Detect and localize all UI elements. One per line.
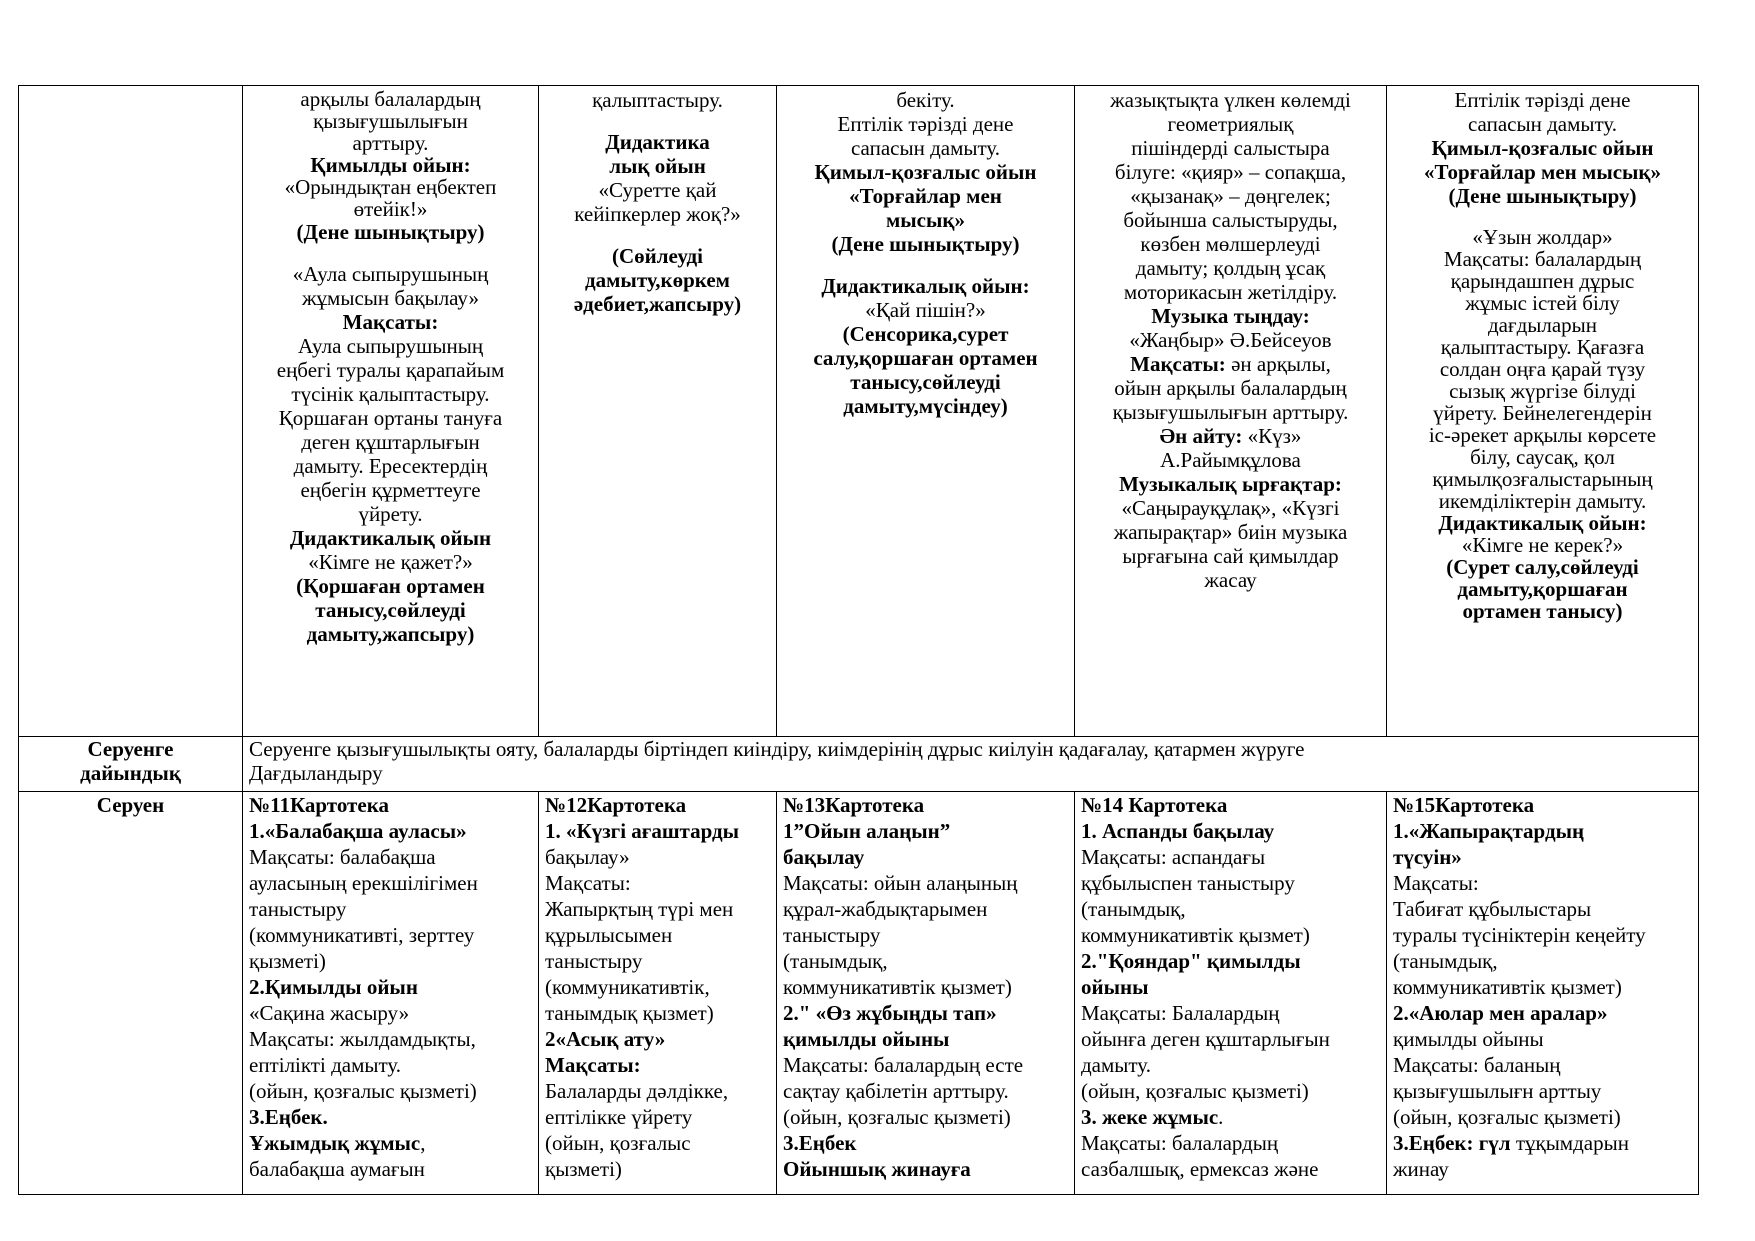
table-cell bbox=[539, 86, 777, 737]
cell-line: өтейік!» bbox=[353, 197, 428, 221]
line-gap bbox=[783, 256, 1068, 274]
walk-prep-text: Дағдыландыру bbox=[249, 761, 383, 785]
cell-line: №13Картотека bbox=[783, 793, 925, 817]
row-label-line: Серуенге bbox=[87, 737, 174, 761]
cell-line: Қимылды ойын: bbox=[310, 153, 471, 177]
cell-line: әдебиет,жапсыру) bbox=[573, 292, 742, 316]
cell-line: икемділіктерін дамыту. bbox=[1438, 489, 1647, 513]
cell-line: мысық» bbox=[885, 208, 966, 232]
cell-line-part: Мақсаты: bbox=[1130, 352, 1232, 376]
cell-line: «Торғайлар мен bbox=[849, 184, 1002, 208]
cell-line: Аула сыпырушының bbox=[297, 334, 484, 358]
table-row bbox=[19, 86, 1699, 737]
cell-line: (Қоршаған ортамен bbox=[296, 574, 485, 598]
cell-line: қызығушылығын bbox=[313, 109, 468, 133]
cell-line: Мақсаты: баланың bbox=[1393, 1053, 1561, 1077]
cell-line-part: «Күз» bbox=[1247, 424, 1302, 448]
cell-line: ептілікті дамыту. bbox=[249, 1053, 402, 1077]
line-gap bbox=[1393, 208, 1692, 226]
cell-line: Дидактика bbox=[605, 130, 710, 154]
cell-line: (Дене шынықтыру) bbox=[831, 232, 1020, 256]
row-label bbox=[19, 737, 243, 792]
cell-line: лық ойын bbox=[609, 154, 706, 178]
table-cell bbox=[1387, 792, 1699, 1195]
cell-line: қалыптастыру. bbox=[592, 88, 723, 112]
cell-line: дамыту,қоршаған bbox=[1457, 577, 1628, 601]
cell-line: таныстыру bbox=[249, 897, 347, 921]
table-cell bbox=[243, 737, 1699, 792]
row-label-line: Серуен bbox=[96, 793, 165, 817]
cell-line: (ойын, қозғалыс қызметі) bbox=[1393, 1105, 1621, 1129]
cell-line: Мақсаты: bbox=[545, 871, 631, 895]
cell-line: «Торғайлар мен мысық» bbox=[1423, 160, 1662, 184]
cell-line: түсінік қалыптастыру. bbox=[291, 382, 490, 406]
table-row bbox=[19, 737, 1699, 792]
cell-line: 3.Еңбек bbox=[783, 1131, 857, 1155]
cell-line-part: Ұжымдық жұмыс bbox=[249, 1131, 421, 1155]
cell-line: 1”Ойын алаңын” bbox=[783, 819, 951, 843]
cell-line: «Қай пішін?» bbox=[865, 298, 986, 322]
cell-line: Ептілік тәрізді дене bbox=[837, 112, 1014, 136]
cell-line: Мақсаты: балалардың bbox=[1443, 247, 1642, 271]
walk-prep-text: Серуенге қызығушылықты ояту, балаларды біртіндеп киіндіру, киімдерінің дұрыс киілуін қадағалау, қатармен жүруге bbox=[249, 737, 1305, 761]
cell-line-part: 3.Еңбек: гүл bbox=[1393, 1131, 1516, 1155]
cell-line: қызметі) bbox=[545, 1157, 622, 1181]
cell-line: моторикасын жетілдіру. bbox=[1123, 280, 1338, 304]
cell-line: (ойын, қозғалыс қызметі) bbox=[249, 1079, 477, 1103]
cell-line: арқылы балалардың bbox=[300, 87, 481, 111]
cell-line: дамыту,мүсіндеу) bbox=[843, 394, 1008, 418]
cell-line: «Кімге не қажет?» bbox=[308, 550, 473, 574]
cell-line: жұмысын бақылау» bbox=[302, 286, 479, 310]
cell-line: Ойыншық жинауға bbox=[783, 1157, 971, 1181]
cell-line: дамыту. bbox=[1081, 1053, 1151, 1077]
line-gap bbox=[545, 112, 770, 130]
cell-line: 2«Асық ату» bbox=[545, 1027, 666, 1051]
cell-line bbox=[1081, 1104, 1380, 1130]
cell-line: Мақсаты: Балалардың bbox=[1081, 1001, 1280, 1025]
cell-line: Мақсаты: балабақша bbox=[249, 845, 436, 869]
cell-line: бекіту. bbox=[896, 88, 955, 112]
cell-line: Мақсаты: балалардың bbox=[1081, 1131, 1279, 1155]
cell-line: жазықтықта үлкен көлемді bbox=[1110, 88, 1351, 112]
cell-line: (танымдық, bbox=[783, 949, 888, 973]
cell-line: (танымдық, bbox=[1393, 949, 1498, 973]
cell-line: Жапырқтың түрі мен bbox=[545, 897, 734, 921]
table-cell bbox=[1075, 86, 1387, 737]
cell-line: «Кімге не керек?» bbox=[1461, 533, 1624, 557]
cell-line: солдан оңға қарай түзу bbox=[1439, 357, 1646, 381]
cell-line: таныстыру bbox=[783, 923, 881, 947]
cell-line: Мақсаты: bbox=[545, 1053, 641, 1077]
cell-line-part: Ән айту: bbox=[1159, 424, 1248, 448]
cell-line: (Сурет салу,сөйлеуді bbox=[1446, 555, 1639, 579]
cell-line: Дидактикалық ойын: bbox=[1438, 511, 1647, 535]
cell-line: білу, саусақ, қол bbox=[1470, 445, 1615, 469]
cell-line: (Сенсорика,сурет bbox=[842, 322, 1009, 346]
cell-line: ортамен танысу) bbox=[1462, 599, 1623, 623]
table-cell-empty bbox=[19, 86, 243, 737]
cell-line: ауласының ерекшілігімен bbox=[249, 871, 478, 895]
cell-line: үйрету. bbox=[358, 502, 423, 526]
cell-line: коммуникативтік қызмет) bbox=[1393, 975, 1622, 999]
cell-line: Қимыл-қозғалыс ойын bbox=[814, 160, 1037, 184]
cell-line: сапасын дамыту. bbox=[1467, 112, 1618, 136]
cell-line: сапасын дамыту. bbox=[850, 136, 1001, 160]
row-label-line: дайындық bbox=[80, 761, 181, 785]
cell-line: №14 Картотека bbox=[1081, 793, 1228, 817]
cell-line: «Орындықтан еңбектеп bbox=[284, 175, 497, 199]
cell-line: «Жаңбыр» Ә.Бейсеуов bbox=[1129, 328, 1332, 352]
cell-line: дамыту; қолдың ұсақ bbox=[1135, 256, 1326, 280]
cell-line: Музыка тыңдау: bbox=[1151, 304, 1310, 328]
cell-line: геометриялық bbox=[1167, 112, 1294, 136]
cell-line: қимылқозғалыстарының bbox=[1432, 467, 1653, 491]
cell-line: 3.Еңбек. bbox=[249, 1105, 328, 1129]
cell-line: арттыру. bbox=[352, 131, 429, 155]
cell-line: еңбегін құрметтеуге bbox=[300, 478, 481, 502]
cell-line: пішіндерді салыстыра bbox=[1131, 136, 1330, 160]
cell-line: 2.Қимылды ойын bbox=[249, 975, 418, 999]
cell-line: құрылысымен bbox=[545, 923, 673, 947]
table-cell bbox=[243, 86, 539, 737]
cell-line: 2." «Өз жұбыңды тап» bbox=[783, 1001, 997, 1025]
cell-line: қарындашпен дұрыс bbox=[1450, 269, 1635, 293]
cell-line: Балаларды дәлдікке, bbox=[545, 1079, 729, 1103]
plan-table bbox=[18, 85, 1699, 1195]
cell-line: бақылау bbox=[783, 845, 865, 869]
cell-line: сызық жүргізе білуді bbox=[1449, 379, 1636, 403]
cell-line: Мақсаты: ойын алаңының bbox=[783, 871, 1018, 895]
cell-line: танымдық қызмет) bbox=[545, 1001, 714, 1025]
cell-line: Мақсаты: балалардың есте bbox=[783, 1053, 1024, 1077]
cell-line: Мақсаты: bbox=[342, 310, 439, 334]
cell-line-part: . bbox=[1218, 1105, 1224, 1129]
cell-line: «Аула сыпырушының bbox=[292, 262, 489, 286]
cell-line: 1.«Жапырақтардың bbox=[1393, 819, 1585, 843]
cell-line: Табиғат құбылыстары bbox=[1393, 897, 1592, 921]
cell-line: коммуникативтік қызмет) bbox=[783, 975, 1012, 999]
cell-line: көзбен мөлшерлеуді bbox=[1140, 232, 1321, 256]
cell-line: «қызанақ» – дөңгелек; bbox=[1130, 184, 1331, 208]
cell-line: Қоршаған ортаны тануға bbox=[278, 406, 503, 430]
cell-line: дамыту. Ересектердің bbox=[293, 454, 488, 478]
cell-line: (коммуникативті, зерттеу bbox=[249, 923, 475, 947]
cell-line bbox=[1393, 1130, 1692, 1156]
cell-line: (коммуникативтік, bbox=[545, 975, 710, 999]
cell-line: 2."Қояндар" қимылды bbox=[1081, 949, 1301, 973]
line-gap bbox=[545, 226, 770, 244]
cell-line: танысу,сөйлеуді bbox=[315, 598, 466, 622]
cell-line: 1.«Балабақша ауласы» bbox=[249, 819, 467, 843]
cell-line: (ойын, қозғалыс қызметі) bbox=[783, 1105, 1011, 1129]
cell-line: танысу,сөйлеуді bbox=[850, 370, 1001, 394]
cell-line: 1. Аспанды бақылау bbox=[1081, 819, 1275, 843]
cell-line: дағдыларын bbox=[1487, 313, 1598, 337]
cell-line: құрал-жабдықтарымен bbox=[783, 897, 988, 921]
cell-line: «Сақина жасыру» bbox=[249, 1001, 410, 1025]
table-cell bbox=[777, 792, 1075, 1195]
table-cell bbox=[1387, 86, 1699, 737]
cell-line: «Саңырауқұлақ», «Күзгі bbox=[1121, 496, 1340, 520]
cell-line: (ойын, қозғалыс қызметі) bbox=[1081, 1079, 1309, 1103]
cell-line: туралы түсініктерін кеңейту bbox=[1393, 923, 1646, 947]
table-row bbox=[19, 792, 1699, 1195]
table-cell bbox=[243, 792, 539, 1195]
cell-line: құбылыспен таныстыру bbox=[1081, 871, 1295, 895]
cell-line: жұмыс істей білу bbox=[1465, 291, 1620, 315]
cell-line: дамыту,жапсыру) bbox=[306, 622, 475, 646]
cell-line-part: ән арқылы, bbox=[1231, 352, 1331, 376]
cell-line: таныстыру bbox=[545, 949, 643, 973]
cell-line: (танымдық, bbox=[1081, 897, 1186, 921]
cell-line: ойынға деген құштарлығын bbox=[1081, 1027, 1330, 1051]
cell-line: кейіпкерлер жоқ?» bbox=[574, 202, 741, 226]
cell-line: №11Картотека bbox=[249, 793, 389, 817]
cell-line: А.Райымқұлова bbox=[1160, 448, 1301, 472]
cell-line: түсуін» bbox=[1393, 845, 1462, 869]
cell-line: бойынша салыстыруды, bbox=[1123, 208, 1338, 232]
cell-line-part: 1. «Күзгі ағаштарды bbox=[545, 819, 740, 843]
cell-line: Қимыл-қозғалыс ойын bbox=[1431, 136, 1654, 160]
cell-line: №15Картотека bbox=[1393, 793, 1535, 817]
cell-line bbox=[1081, 352, 1380, 376]
table-cell bbox=[1075, 792, 1387, 1195]
cell-line: коммуникативтік қызмет) bbox=[1081, 923, 1310, 947]
cell-line bbox=[1081, 424, 1380, 448]
cell-line: (Дене шынықтыру) bbox=[296, 220, 485, 244]
cell-line: деген құштарлығын bbox=[301, 430, 480, 454]
cell-line: ойыны bbox=[1081, 975, 1149, 999]
cell-line: үйрету. Бейнелегендерін bbox=[1433, 401, 1652, 425]
cell-line: жапырақтар» биін музыка bbox=[1113, 520, 1348, 544]
cell-line: «Ұзын жолдар» bbox=[1472, 225, 1613, 249]
cell-line: сазбалшық, ермексаз және bbox=[1081, 1157, 1319, 1181]
cell-line: қызығушылығын арттыру. bbox=[1112, 400, 1349, 424]
cell-line: іс-әрекет арқылы көрсете bbox=[1428, 423, 1657, 447]
cell-line-part: 2.«Аюлар мен аралар» bbox=[1393, 1001, 1608, 1025]
cell-line: «Суретте қай bbox=[598, 178, 717, 202]
cell-line: ептілікке үйрету bbox=[545, 1105, 693, 1129]
cell-line: салу,қоршаған ортамен bbox=[813, 346, 1038, 370]
cell-line: бақылау» bbox=[545, 845, 630, 869]
cell-line: Музыкалық ырғақтар: bbox=[1119, 472, 1342, 496]
cell-line-part: 3. жеке жұмыс bbox=[1081, 1105, 1219, 1129]
cell-line: балабақша аумағын bbox=[249, 1157, 425, 1181]
cell-line: Ептілік тәрізді дене bbox=[1454, 88, 1631, 112]
cell-line: жасау bbox=[1204, 568, 1257, 592]
cell-line-part: , bbox=[420, 1131, 426, 1155]
cell-line: дамыту,көркем bbox=[585, 268, 730, 292]
cell-line: қызығушылығн арттыу bbox=[1393, 1079, 1602, 1103]
cell-line: (Дене шынықтыру) bbox=[1448, 184, 1637, 208]
cell-line: білуге: «қияр» – сопақша, bbox=[1114, 160, 1347, 184]
cell-line bbox=[249, 1130, 532, 1156]
row-label bbox=[19, 792, 243, 1195]
cell-line bbox=[545, 818, 770, 844]
cell-line: Мақсаты: bbox=[1393, 871, 1479, 895]
line-gap bbox=[249, 244, 532, 262]
cell-line: қызметі) bbox=[249, 949, 326, 973]
cell-line: сақтау қабілетін арттыру. bbox=[783, 1079, 1009, 1103]
cell-line: қалыптастыру. Қағазға bbox=[1440, 335, 1645, 359]
cell-line: (Сөйлеуді bbox=[612, 244, 703, 268]
table-cell bbox=[539, 792, 777, 1195]
cell-line: жинау bbox=[1393, 1157, 1449, 1181]
cell-line: (ойын, қозғалыс bbox=[545, 1131, 691, 1155]
cell-line: Дидактикалық ойын bbox=[289, 526, 492, 550]
cell-line: еңбегі туралы қарапайым bbox=[276, 358, 505, 382]
cell-line: қимылды ойыны bbox=[1393, 1027, 1544, 1051]
cell-line: қимылды ойыны bbox=[783, 1027, 950, 1051]
cell-line: Дидактикалық ойын: bbox=[821, 274, 1030, 298]
cell-line: Мақсаты: жылдамдықты, bbox=[249, 1027, 476, 1051]
table-cell bbox=[777, 86, 1075, 737]
cell-line: ырғағына сай қимылдар bbox=[1122, 544, 1339, 568]
cell-line bbox=[1393, 1000, 1692, 1026]
cell-line-part: тұқымдарын bbox=[1515, 1131, 1629, 1155]
cell-line: №12Картотека bbox=[545, 793, 687, 817]
cell-line: Мақсаты: аспандағы bbox=[1081, 845, 1266, 869]
cell-line: ойын арқылы балалардың bbox=[1114, 376, 1347, 400]
